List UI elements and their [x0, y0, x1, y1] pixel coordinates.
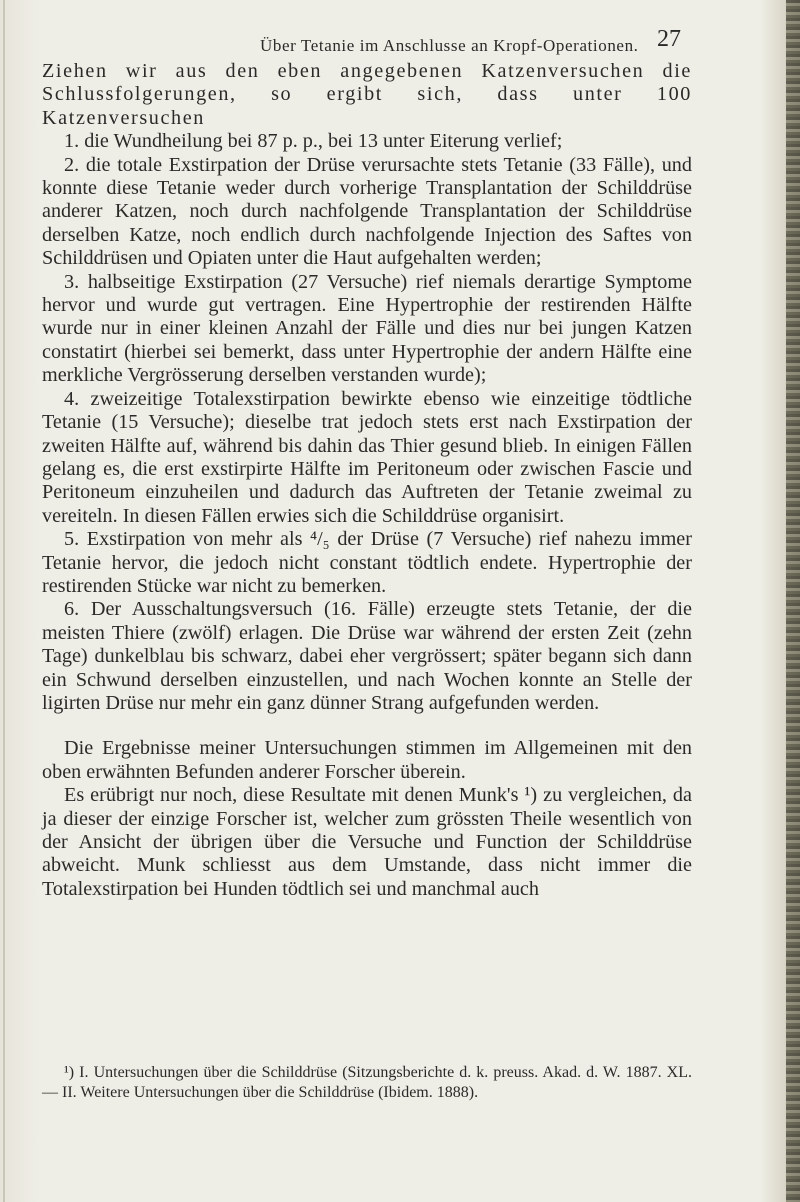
list-item-6: 6. Der Ausschaltungsversuch (16. Fälle) erzeugte stets Tetanie, der die meisten Thiere (zwölf) erlagen. Die Drüse war während der ersten Zeit (zehn Tage) dunkelblau bis schwarz, dabei eher vergrössert; später begann sich dann ein Schwund derselben einzustellen, und nach Wochen konnte an Stelle der ligirten Drüse nur mehr ein ganz dünner Strang aufgefunden werden.	[42, 598, 692, 714]
footnote-1: ¹) I. Untersuchungen über die Schilddrüse (Sitzungsberichte d. k. preuss. Akad. d. W. 1887. XL. — II. Weitere Untersuchungen über die Schilddrüse (Ibidem. 1888).	[42, 1064, 692, 1101]
list-item-2: 2. die totale Exstirpation der Drüse verursachte stets Tetanie (33 Fälle), und konnte diese Tetanie weder durch vorherige Transplantation der Schilddrüse anderer Katzen, noch durch nachfolgende Transplantation der Schilddrüse derselben Katze, noch endlich durch nachfolgende Injection des Saftes von Schilddrüsen und Opiaten unter die Haut aufgehalten werden;	[42, 153, 692, 270]
list-item-5: 5. Exstirpation von mehr als ⁴/₅ der Drüse (7 Versuche) rief nahezu immer Tetanie hervor, die jedoch nicht constant tödtlich endete. Hypertrophie der restirenden Stücke war nicht zu bemerken.	[42, 528, 692, 597]
paragraph-munk: Es erübrigt nur noch, diese Resultate mit denen Munk's ¹) zu vergleichen, da ja dieser der einzige Forscher ist, welcher zum grössten Theile wesentlich von der Ansicht der übrigen über die Versuche und Function der Schilddrüse abweicht. Munk schliesst aus dem Umstande, dass nicht immer die Totalexstirpation bei Hunden tödtlich sei und manchmal auch	[42, 784, 692, 900]
page-edge-line	[3, 0, 5, 1202]
paragraph-results: Die Ergebnisse meiner Untersuchungen stimmen im Allgemeinen mit den oben erwähnten Befunden anderer Forscher überein.	[42, 737, 692, 783]
footnotes	[42, 1063, 692, 1103]
book-spine-edge	[786, 0, 800, 1202]
paragraph-gap	[42, 715, 692, 737]
list-item-4: 4. zweizeitige Totalexstirpation bewirkte ebenso wie einzeitige tödtliche Tetanie (15 Versuche); dieselbe trat jedoch stets erst nach Exstirpation der zweiten Hälfte auf, während bis dahin das Thier gesund blieb. In einigen Fällen gelang es, die erst exstirpirte Hälfte im Peritoneum oder zwischen Fascie und Peritoneum einzuheilen und dadurch das Auftreten der Tetanie zweimal zu vereiteln. In diesen Fällen erwies sich die Schilddrüse organisirt.	[42, 387, 692, 527]
running-head-title: Über Tetanie im Anschlusse an Kropf-Operationen.	[260, 36, 639, 55]
paragraph-intro: Ziehen wir aus den eben angegebenen Katzenversuchen die Schlussfolgerungen, so ergibt sich, dass unter 100 Katzenversuchen	[42, 60, 692, 129]
list-item-3: 3. halbseitige Exstirpation (27 Versuche) rief niemals derartige Symptome hervor und wurde gut vertragen. Eine Hypertrophie der restirenden Hälfte wurde nur in einer kleinen Anzahl der Fälle und dies nur bei jungen Katzen constatirt (hierbei sei bemerkt, dass unter Hypertrophie der andern Hälfte eine merkliche Vergrösserung derselben verstanden wurde);	[42, 270, 692, 387]
page-number: 27	[657, 26, 681, 52]
body-text	[42, 60, 692, 901]
list-item-1: 1. die Wundheilung bei 87 p. p., bei 13 unter Eiterung verlief;	[64, 130, 563, 153]
running-head	[0, 22, 800, 55]
